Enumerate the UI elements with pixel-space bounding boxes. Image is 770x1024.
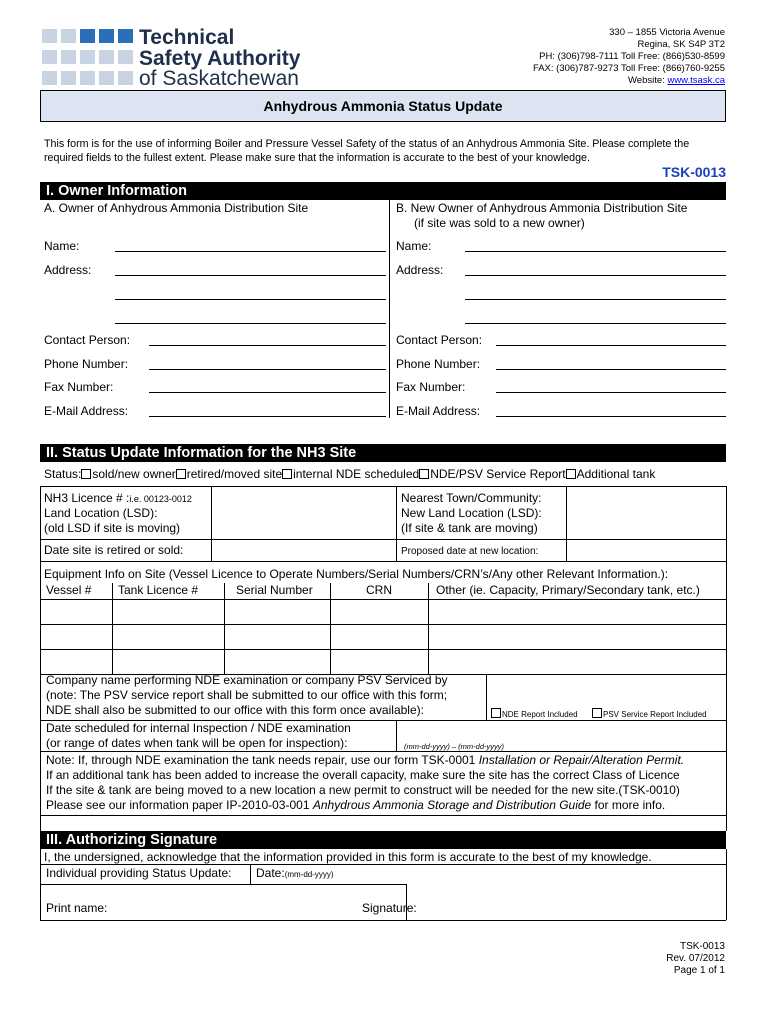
- status-checkbox-additional-tank[interactable]: [566, 469, 576, 479]
- owner-b-address-field-2[interactable]: [465, 299, 726, 300]
- owner-b-address-field-3[interactable]: [465, 323, 726, 324]
- land-location-label: Land Location (LSD):: [44, 506, 158, 520]
- nearest-town-label: Nearest Town/Community:: [401, 491, 542, 505]
- section2-heading: II. Status Update Information for the NH3 Site: [40, 444, 726, 462]
- col-serial-number: Serial Number: [236, 583, 313, 597]
- note-info-paper: [46, 798, 665, 812]
- acknowledge-text: I, the undersigned, acknowledge that the information provided in this form is accurate to the best of my knowledge.: [44, 850, 652, 864]
- owner-a-name-label: Name:: [44, 239, 80, 253]
- psv-included-checkbox[interactable]: [592, 708, 602, 718]
- nde-included-checkbox[interactable]: [491, 708, 501, 718]
- website-label: Website:: [628, 75, 665, 86]
- note-repair-text: Note: If, through NDE examination the tank needs repair, use our form TSK-0001: [46, 753, 479, 767]
- status-checkbox-sold[interactable]: [81, 469, 91, 479]
- note-repair-form-title: Installation or Repair/Alteration Permit.: [478, 753, 685, 767]
- equipment-row-2[interactable]: [41, 625, 725, 649]
- col-tank-licence: Tank Licence #: [118, 583, 199, 597]
- status-label: Status:: [44, 467, 82, 481]
- owner-a-email-label: E-Mail Address:: [44, 404, 129, 418]
- new-location-input[interactable]: [567, 487, 725, 538]
- phone-line: PH: (306)798-7111 Toll Free: (866)530-8599: [539, 51, 725, 62]
- status-row: [44, 467, 655, 481]
- status-option-sold: sold/new owner: [92, 467, 176, 481]
- signature-date-input[interactable]: [251, 865, 725, 883]
- org-address-block: [533, 27, 725, 87]
- date-scheduled-input[interactable]: [397, 721, 725, 741]
- owner-a-phone-label: Phone Number:: [44, 357, 129, 371]
- psv-included-label: PSV Service Report Included: [603, 710, 707, 719]
- status-checkbox-retired[interactable]: [176, 469, 186, 479]
- proposed-date-label: Proposed date at new location:: [401, 546, 539, 557]
- if-moving-label: (If site & tank are moving): [401, 521, 538, 535]
- col-other: Other (ie. Capacity, Primary/Secondary tank, etc.): [436, 583, 700, 597]
- website-link[interactable]: www.tsask.ca: [667, 75, 725, 86]
- status-option-internal-nde: internal NDE scheduled: [293, 467, 420, 481]
- form-number: TSK-0013: [662, 164, 726, 180]
- section1-heading: I. Owner Information: [40, 182, 726, 200]
- status-option-additional-tank: Additional tank: [576, 467, 656, 481]
- date-scheduled-line1: Date scheduled for internal Inspection / NDE examination: [46, 721, 351, 735]
- equipment-info-label: Equipment Info on Site (Vessel Licence to Operate Numbers/Serial Numbers/CRN’s/Any other Relevant Information.):: [44, 567, 669, 581]
- old-lsd-label: (old LSD if site is moving): [44, 521, 181, 535]
- nde-included-label: NDE Report Included: [502, 710, 578, 719]
- owner-a-address-field-2[interactable]: [115, 299, 386, 300]
- print-name-label: Print name:: [46, 901, 108, 915]
- note-info-paper-end: for more info.: [591, 798, 666, 812]
- owner-b-phone-label: Phone Number:: [396, 357, 481, 371]
- footer-form-no: TSK-0013: [679, 941, 725, 952]
- owner-b-phone-field[interactable]: [496, 369, 726, 370]
- licence-input[interactable]: [212, 487, 395, 538]
- equipment-row-1[interactable]: [41, 600, 725, 624]
- psv-included-row: [592, 708, 707, 719]
- print-name-input[interactable]: [120, 888, 360, 916]
- signature-input[interactable]: [430, 888, 720, 916]
- fax-line: FAX: (306)787-9273 Toll Free: (866)760-9255: [532, 63, 725, 74]
- date-retired-label: Date site is retired or sold:: [44, 543, 184, 557]
- owner-a-address-field-1[interactable]: [115, 275, 386, 276]
- owner-b-contact-field[interactable]: [496, 345, 726, 346]
- note-info-paper-text: Please see our information paper IP-2010-03-001: [46, 798, 313, 812]
- tsa-logo-mark: [42, 29, 134, 85]
- status-option-nde-psv: NDE/PSV Service Report: [430, 467, 566, 481]
- owner-a-phone-field[interactable]: [149, 369, 386, 370]
- owner-a-heading: A. Owner of Anhydrous Ammonia Distribution Site: [44, 201, 309, 215]
- owner-a-address-label: Address:: [44, 263, 92, 277]
- company-line1: Company name performing NDE examination or company PSV Serviced by: [46, 673, 448, 687]
- section1-divider: [389, 200, 390, 418]
- status-checkbox-nde-psv[interactable]: [419, 469, 429, 479]
- company-line2: (note: The PSV service report shall be submitted to our office with this form;: [46, 688, 448, 702]
- owner-a-email-field[interactable]: [149, 416, 386, 417]
- status-checkbox-internal-nde[interactable]: [282, 469, 292, 479]
- individual-label: Individual providing Status Update:: [46, 866, 232, 880]
- owner-b-contact-label: Contact Person:: [396, 333, 483, 347]
- note-info-paper-title: Anhydrous Ammonia Storage and Distribution Guide: [312, 798, 592, 812]
- date-retired-input[interactable]: [212, 540, 395, 560]
- signature-date-format: (mm-dd-yyyy): [284, 870, 334, 879]
- date-range-format: (mm-dd-yyyy) – (mm-dd-yyyy): [404, 742, 504, 751]
- owner-b-subheading: (if site was sold to a new owner): [414, 216, 585, 230]
- address-line1: 330 – 1855 Victoria Avenue: [609, 27, 725, 38]
- address-line2: Regina, SK S4P 3T2: [637, 39, 725, 50]
- company-name-input[interactable]: [487, 675, 725, 705]
- owner-b-address-field-1[interactable]: [465, 275, 726, 276]
- owner-a-name-field[interactable]: [115, 251, 386, 252]
- licence-label-row: [44, 491, 192, 505]
- owner-b-fax-label: Fax Number:: [396, 380, 466, 394]
- form-title: Anhydrous Ammonia Status Update: [40, 90, 726, 122]
- section3-heading: III. Authorizing Signature: [40, 831, 726, 849]
- owner-a-contact-label: Contact Person:: [44, 333, 131, 347]
- logo-text-technical: Technical: [139, 26, 235, 49]
- new-land-label: New Land Location (LSD):: [401, 506, 542, 520]
- licence-example: i.e. 00123-0012: [129, 494, 192, 504]
- signature-label: Signature:: [362, 901, 417, 915]
- owner-a-fax-field[interactable]: [149, 392, 386, 393]
- licence-label: NH3 Licence # :: [44, 491, 130, 505]
- nde-included-row: [491, 708, 578, 719]
- owner-b-heading: B. New Owner of Anhydrous Ammonia Distribution Site: [396, 201, 688, 215]
- owner-b-email-label: E-Mail Address:: [396, 404, 481, 418]
- logo-text-safety-authority: Safety Authority: [139, 47, 301, 70]
- company-line3: NDE shall also be submitted to our office with this form once available):: [46, 703, 424, 717]
- owner-b-name-field[interactable]: [465, 251, 726, 252]
- owner-b-fax-field[interactable]: [496, 392, 726, 393]
- intro-text: This form is for the use of informing Boiler and Pressure Vessel Safety of the status of an Anhydrous Ammonia Site. Please complete the required fields to the fullest extent. Please make sure that the information is accurate to the best of your knowledge.: [44, 138, 690, 164]
- owner-a-address-field-3[interactable]: [115, 323, 386, 324]
- note-moved-site: If the site & tank are being moved to a new location a new permit to construct will be needed for the new site.(TSK-0010): [46, 783, 680, 797]
- signature-date-label: Date:: [256, 866, 285, 880]
- note-additional-tank: If an additional tank has been added to increase the overall capacity, make sure the site has the correct Class of Licence: [46, 768, 680, 782]
- owner-b-name-label: Name:: [396, 239, 432, 253]
- col-vessel: Vessel #: [46, 583, 92, 597]
- logo-text-saskatchewan: of Saskatchewan: [139, 67, 299, 90]
- footer-rev: Rev. 07/2012: [666, 953, 725, 964]
- date-scheduled-line2: (or range of dates when tank will be open for inspection):: [46, 736, 348, 750]
- owner-b-email-field[interactable]: [496, 416, 726, 417]
- status-option-retired: retired/moved site: [186, 467, 283, 481]
- note-repair: [46, 753, 684, 767]
- footer-page: Page 1 of 1: [673, 965, 725, 976]
- owner-a-fax-label: Fax Number:: [44, 380, 114, 394]
- proposed-date-input[interactable]: [567, 540, 725, 560]
- equipment-row-3[interactable]: [41, 650, 725, 674]
- owner-a-contact-field[interactable]: [149, 345, 386, 346]
- owner-b-address-label: Address:: [396, 263, 444, 277]
- col-crn: CRN: [366, 583, 392, 597]
